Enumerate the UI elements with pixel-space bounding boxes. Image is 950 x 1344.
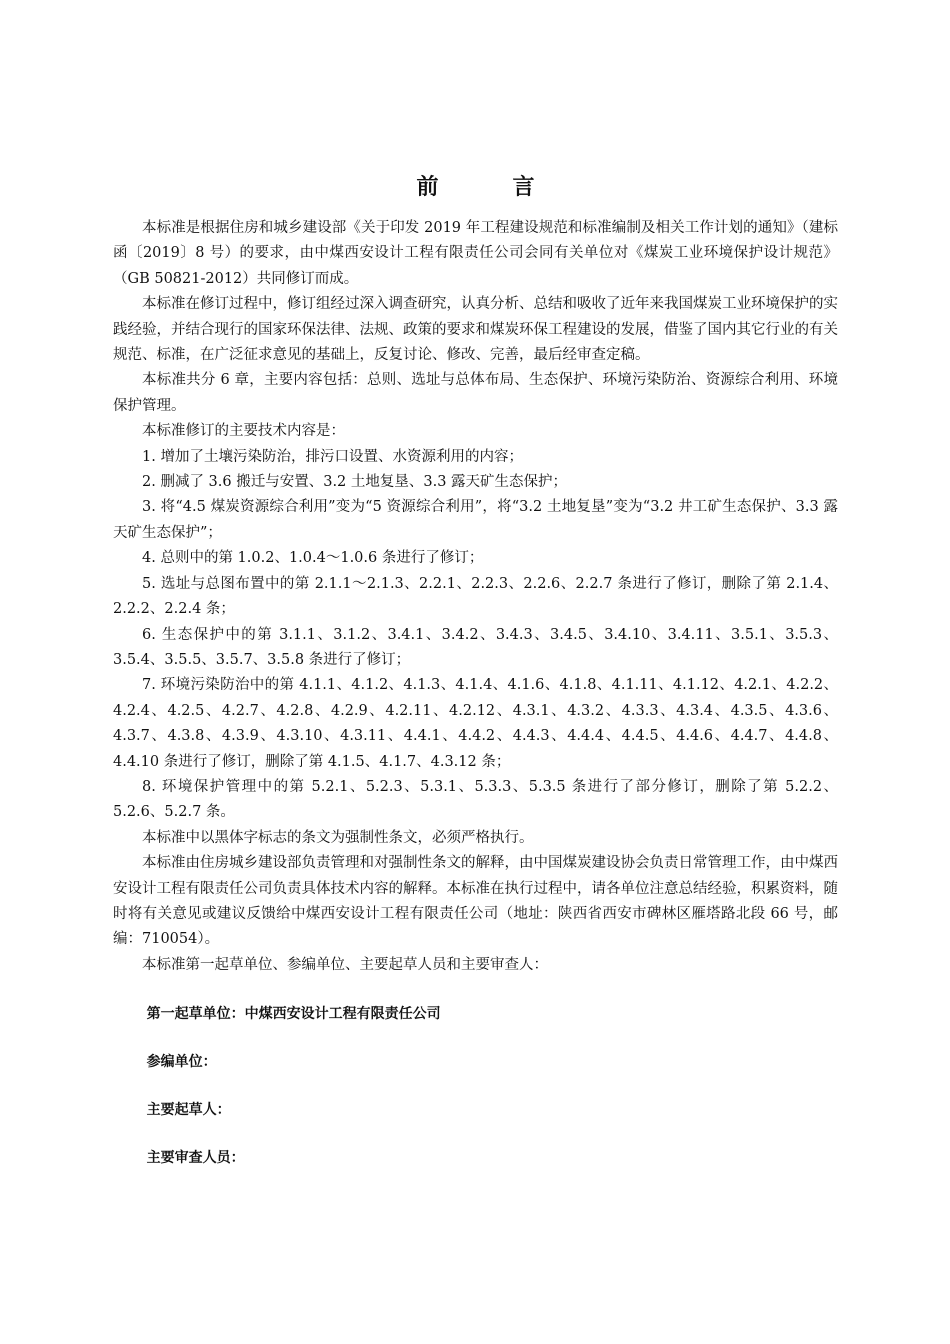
main-reviewers: 主要审查人员： <box>146 1150 245 1167</box>
paragraph-revision-process: 本标准在修订过程中，修订组经过深入调查研究，认真分析、总结和吸收了近年来我国煤炭工业环境保护的实践经验，并结合现行的国家环保法律、法规、政策的要求和煤炭环保工程建设的发展，借鉴了国内其它行业的有关规范、标准，在广泛征求意见的基础上，反复讨论、修改、完善，最后经审查定稿。 <box>113 296 838 364</box>
paragraph-chapters: 本标准共分 6 章，主要内容包括：总则、选址与总体布局、生态保护、环境污染防治、资源综合利用、环境保护管理。 <box>113 372 838 414</box>
change-item-8: 8. 环境保护管理中的第 5.2.1、5.2.3、5.3.1、5.3.3、5.3.5 条进行了部分修订，删除了第 5.2.2、5.2.6、5.2.7 条。 <box>113 778 838 821</box>
participating-units: 参编单位： <box>146 1054 217 1071</box>
change-item-2: 2. 删减了 3.6 搬迁与安置、3.2 土地复垦、3.3 露天矿生态保护； <box>142 474 568 491</box>
page-title: 前 言 <box>416 175 561 200</box>
change-item-3: 3. 将“4.5 煤炭资源综合利用”变为“5 资源综合利用”，将“3.2 土地复垦”变为“3.2 井工矿生态保护、3.3 露天矿生态保护”； <box>113 499 838 541</box>
paragraph-mandatory-clauses: 本标准中以黑体字标志的条文为强制性条文，必须严格执行。 <box>142 829 534 846</box>
document-page <box>113 170 838 1196</box>
signatories-block <box>113 1004 838 1168</box>
change-item-1: 1. 增加了土壤污染防治，排污口设置、水资源利用的内容； <box>142 448 523 465</box>
main-drafters: 主要起草人： <box>146 1102 231 1119</box>
paragraph-management-contact: 本标准由住房城乡建设部负责管理和对强制性条文的解释，由中国煤炭建设协会负责日常管理工作，由中煤西安设计工程有限责任公司负责具体技术内容的解释。本标准在执行过程中，请各单位注意总结经验，积累资料，随时将有关意见或建议反馈给中煤西安设计工程有限责任公司（地址：陕西省西安市碑林区雁塔路北段 66 号，邮编：710054）。 <box>113 855 838 948</box>
first-drafting-unit: 第一起草单位：中煤西安设计工程有限责任公司 <box>146 1006 441 1023</box>
change-item-4: 4. 总则中的第 1.0.2、1.0.4～1.0.6 条进行了修订； <box>142 550 484 567</box>
change-item-7: 7. 环境污染防治中的第 4.1.1、4.1.2、4.1.3、4.1.4、4.1.6、4.1.8、4.1.11、4.1.12、4.2.1、4.2.2、4.2.4、4.2.5、4.2.7、4.2.8、4.2.9、4.2.11、4.2.12、4.3.1、4.3.2、4.3.3、4.3.4、4.3.5、4.3.6、4.3.7、4.3.8、4.3.9、4.3.10、4.3.11、4.4.1、4.4.2、4.4.3、4.4.4、4.4.5、4.4.6、4.4.7、4.4.8、4.4.10 条进行了修订，删除了第 4.1.5、4.1.7、4.3.12 条； <box>113 677 838 770</box>
change-item-5: 5. 选址与总图布置中的第 2.1.1～2.1.3、2.2.1、2.2.3、2.2.6、2.2.7 条进行了修订，删除了第 2.1.4、2.2.2、2.2.4 条； <box>113 575 838 618</box>
paragraph-main-changes-intro: 本标准修订的主要技术内容是： <box>142 423 345 440</box>
paragraph-basis: 本标准是根据住房和城乡建设部《关于印发 2019 年工程建设规范和标准编制及相关工作计划的通知》（建标函〔2019〕8 号）的要求，由中煤西安设计工程有限责任公司会同有关单位对《煤炭工业环境保护设计规范》（GB 50821-2012）共同修订而成。 <box>113 220 838 287</box>
paragraph-drafters-intro: 本标准第一起草单位、参编单位、主要起草人员和主要审查人： <box>142 956 548 973</box>
change-item-6: 6. 生态保护中的第 3.1.1、3.1.2、3.4.1、3.4.2、3.4.3、3.4.5、3.4.10、3.4.11、3.5.1、3.5.3、3.5.4、3.5.5、3.5.7、3.5.8 条进行了修订； <box>113 626 838 668</box>
